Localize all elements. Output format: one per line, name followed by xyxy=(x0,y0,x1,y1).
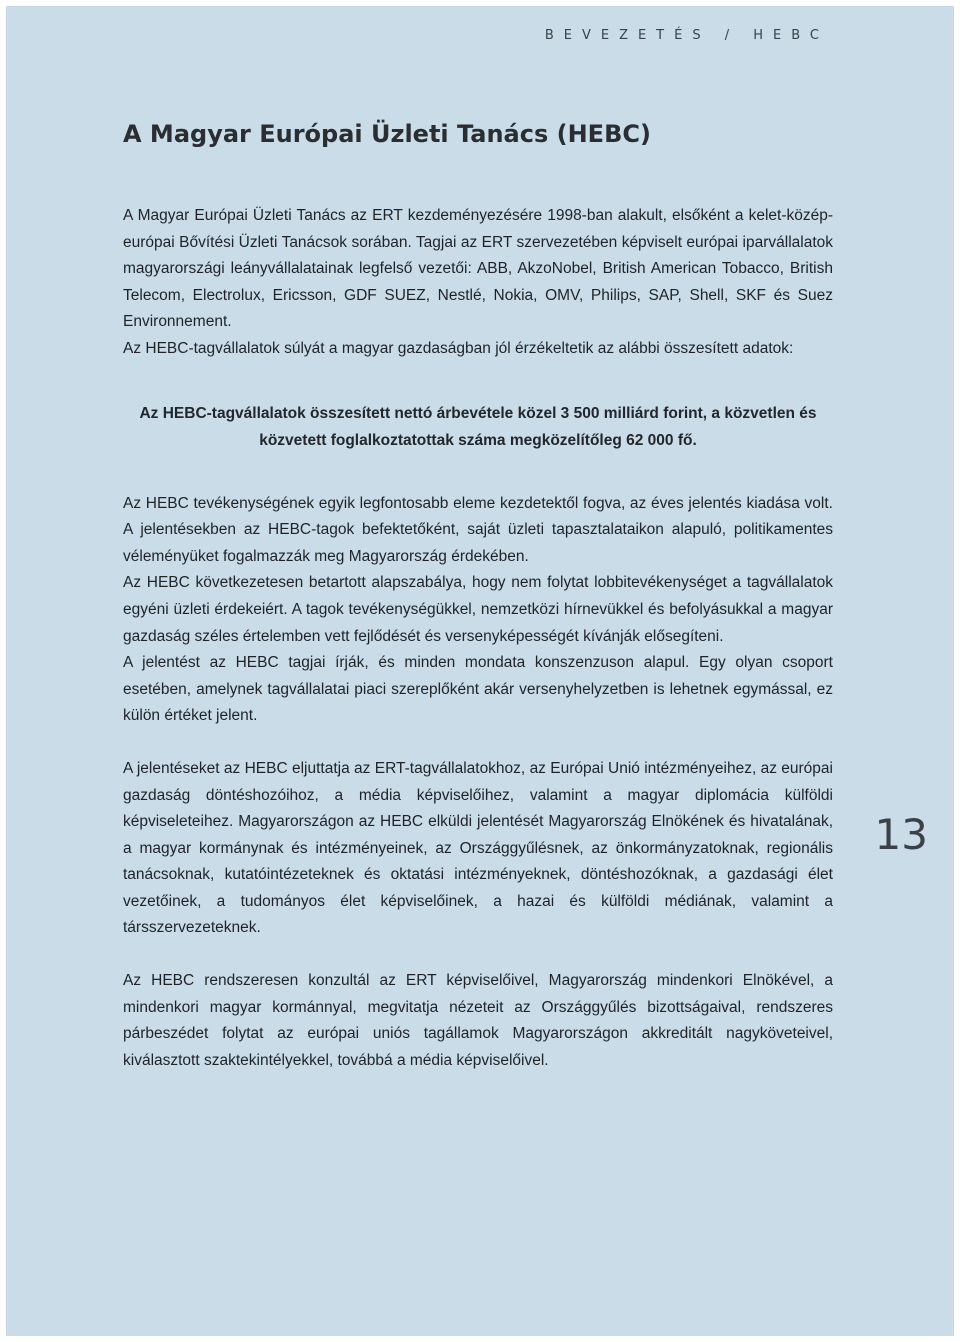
paragraph-consultation: Az HEBC rendszeresen konzultál az ERT képviselőivel, Magyarország mindenkori Elnökével, a mindenkori magyar kormánnyal, megvitatja nézeteit az Országgyűlés bizottságaival, rendszeres párbeszédet folytat az európai uniós tagállamok Magyarországon akkreditált nagyköveteivel, kiválasztott szaktekintélyekkel, továbbá a média képviselőivel. xyxy=(123,972,833,1069)
running-header: BEVEZETÉS / HEBC xyxy=(544,28,829,43)
paragraph-report: Az HEBC tevékenységének egyik legfontosabb eleme kezdetektől fogva, az éves jelentés kiadása volt. A jelentésekben az HEBC-tagok befektetőként, saját üzleti tapasztalataikon alapuló, politikamentes véleményüket fogalmazzák meg Magyarország érdekében. xyxy=(123,494,833,565)
page-title: A Magyar Európai Üzleti Tanács (HEBC) xyxy=(123,120,651,148)
body-text xyxy=(123,203,833,1074)
paragraph-weight: Az HEBC-tagvállalatok súlyát a magyar gazdaságban jól érzékeltetik az alábbi összesített adatok: xyxy=(123,339,794,357)
page-number: 13 xyxy=(874,810,928,859)
paragraph-distribution: A jelentéseket az HEBC eljuttatja az ERT-tagvállalatokhoz, az Európai Unió intézményeihez, az európai gazdaság döntéshozóihoz, a média képviselőihez, valamint a magyar diplomácia külföldi képviseleteihez. Magyarországon az HEBC elküldi jelentését Magyarország Elnökének és hivatalának, a magyar kormánynak és intézményeinek, az Országgyűlésnek, az önkormányzatoknak, regionális tanácsoknak, kutatóintézeteknek és oktatási intézményeknek, döntéshozóknak, a gazdasági élet vezetőinek, a tudományos élet képviselőinek, a hazai és külföldi médiának, valamint a társszervezeteknek. xyxy=(123,759,833,937)
document-page xyxy=(6,6,954,1336)
paragraph-intro: A Magyar Európai Üzleti Tanács az ERT kezdeményezésére 1998-ban alakult, elsőként a kelet-közép-európai Bővítési Üzleti Tanácsok sorában. Tagjai az ERT szervezetében képviselt európai iparvállalatok magyarországi leányvállalatainak legfelső vezetői: ABB, AkzoNobel, British American Tobacco, British Telecom, Electrolux, Ericsson, GDF SUEZ, Nestlé, Nokia, OMV, Philips, SAP, Shell, SKF és Suez Environnement. xyxy=(123,207,833,331)
paragraph-rules: Az HEBC következetesen betartott alapszabálya, hogy nem folytat lobbitevékenységet a tagvállalatok egyéni üzleti érdekeiért. A tagok tevékenységükkel, nemzetközi hírnevükkel és befolyásukkal a magyar gazdaság széles értelemben vett fejlődését és versenyképességét kívánják elősegíteni. xyxy=(123,574,833,645)
highlight-statement: Az HEBC-tagvállalatok összesített nettó árbevétele közel 3 500 milliárd forint, a közvetlen és közvetett foglalkoztatottak száma megközelítőleg 62 000 fő. xyxy=(139,404,817,449)
paragraph-consensus: A jelentést az HEBC tagjai írják, és minden mondata konszenzuson alapul. Egy olyan csoport esetében, amelynek tagvállalatai piaci szereplőként akár versenyhelyzetben is lehetnek egymással, ez külön értéket jelent. xyxy=(123,654,833,725)
